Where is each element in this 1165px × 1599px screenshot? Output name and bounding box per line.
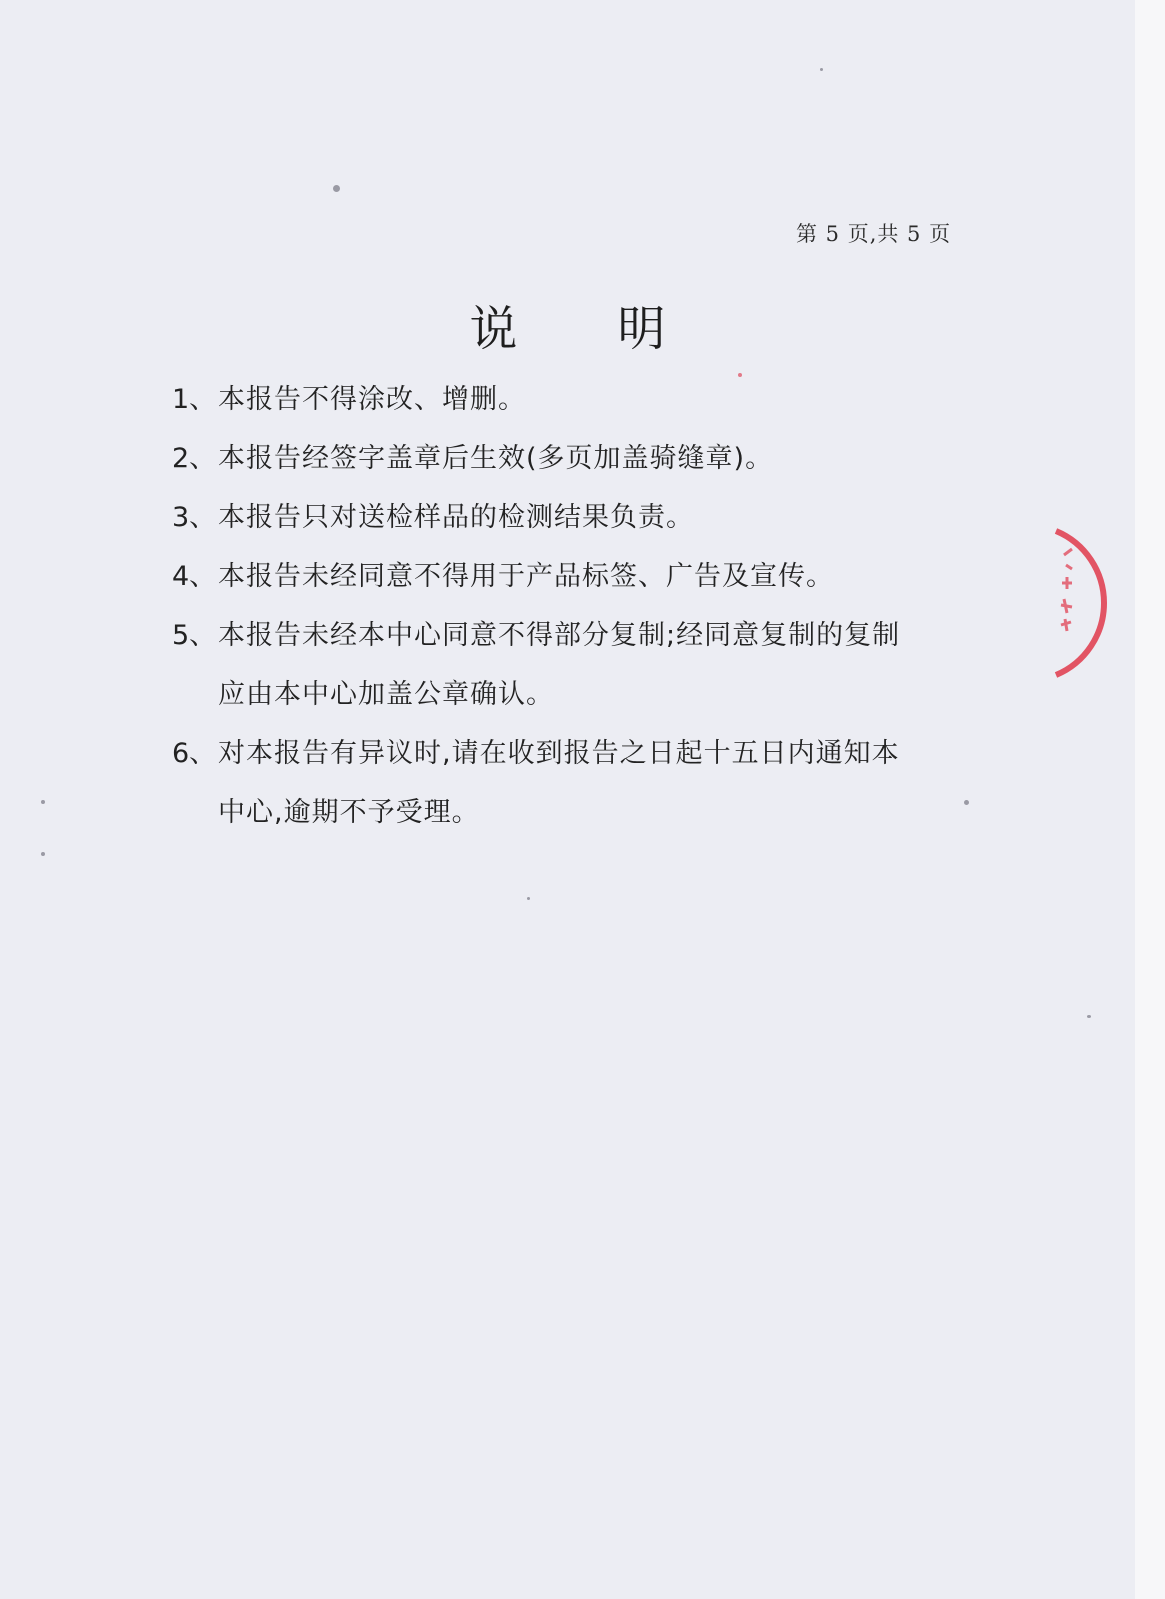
- scan-speck: [41, 852, 45, 856]
- clause-line: 应由本中心加盖公章确认。: [218, 679, 554, 710]
- clause-number: 2、: [172, 443, 217, 474]
- scan-speck: [964, 800, 969, 805]
- clause-number: 5、: [172, 620, 217, 651]
- scan-speck: [820, 68, 823, 71]
- clause-item-5: [172, 606, 972, 724]
- clause-item-1: [172, 370, 972, 429]
- clause-number: 1、: [172, 384, 217, 415]
- page-number: 第 5 页,共 5 页: [796, 222, 952, 246]
- clause-item-6: [172, 724, 972, 842]
- clause-text: [218, 370, 972, 429]
- clause-text: [218, 547, 972, 606]
- clause-text: [218, 429, 972, 488]
- clause-line: 本报告不得涂改、增删。: [218, 384, 526, 415]
- scan-speck: [527, 897, 530, 900]
- clause-line: 本报告未经本中心同意不得部分复制;经同意复制的复制: [218, 620, 901, 651]
- clause-number: 4、: [172, 561, 217, 592]
- clause-line: 本报告未经同意不得用于产品标签、广告及宣传。: [218, 561, 834, 592]
- scan-speck: [41, 800, 45, 804]
- clause-text: [218, 724, 972, 842]
- clause-item-2: [172, 429, 972, 488]
- clause-line: 中心,逾期不予受理。: [218, 797, 480, 828]
- seam-stamp: [1052, 525, 1132, 685]
- clause-text: [218, 488, 972, 547]
- clause-list: [172, 370, 972, 842]
- scan-margin: [1135, 0, 1165, 1599]
- clause-line: 本报告经签字盖章后生效(多页加盖骑缝章)。: [218, 443, 774, 474]
- clause-line: 本报告只对送检样品的检测结果负责。: [218, 502, 694, 533]
- clause-number: 6、: [172, 738, 217, 769]
- clause-item-4: [172, 547, 972, 606]
- page-title: [0, 290, 1135, 359]
- title-char-2: 明: [617, 301, 666, 357]
- scan-speck: [333, 185, 340, 192]
- scan-speck: [738, 373, 742, 377]
- title-char-1: 说: [469, 301, 518, 357]
- clause-item-3: [172, 488, 972, 547]
- clause-number: 3、: [172, 502, 217, 533]
- clause-line: 对本报告有异议时,请在收到报告之日起十五日内通知本: [218, 738, 900, 769]
- scan-speck: [1087, 1015, 1091, 1018]
- clause-text: [218, 606, 972, 724]
